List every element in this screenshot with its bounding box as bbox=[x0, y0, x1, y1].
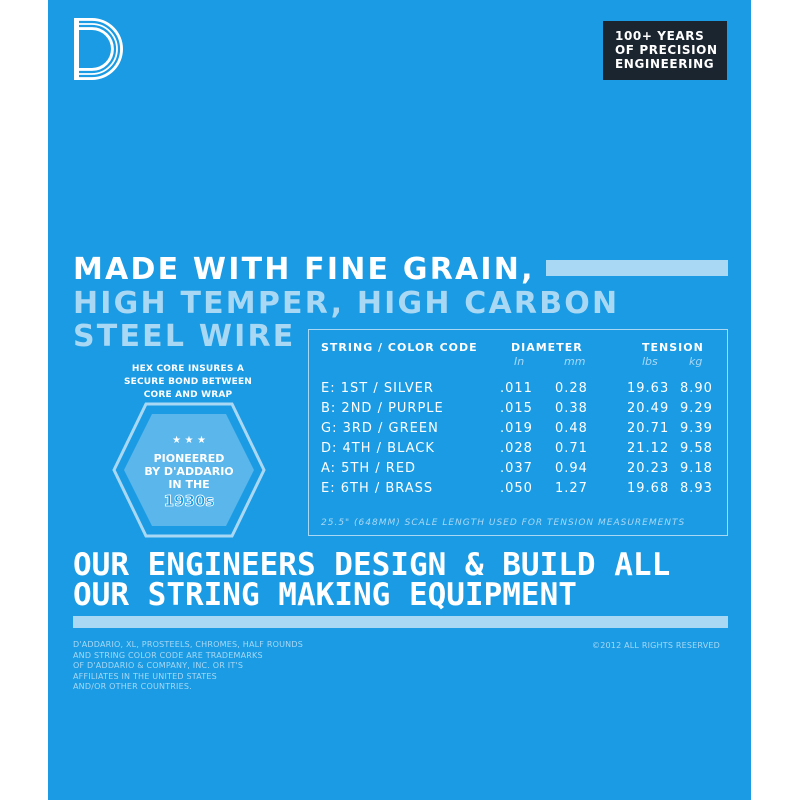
table-row bbox=[309, 421, 727, 441]
string-cell: D: 4TH / BLACK bbox=[321, 441, 435, 456]
tension-lbs-cell: 20.49 bbox=[627, 401, 670, 416]
string-spec-table bbox=[308, 329, 728, 536]
headline-line-1: MADE WITH FINE GRAIN, bbox=[73, 252, 535, 287]
pioneer-line-1: PIONEERED bbox=[153, 452, 225, 465]
string-cell: E: 1ST / SILVER bbox=[321, 381, 434, 396]
string-cell: G: 3RD / GREEN bbox=[321, 421, 439, 436]
diameter-mm-cell: 0.48 bbox=[555, 421, 588, 436]
subheader-mm: mm bbox=[564, 355, 586, 368]
badge-line: OF PRECISION bbox=[615, 43, 718, 57]
diameter-mm-cell: 0.38 bbox=[555, 401, 588, 416]
table-row bbox=[309, 381, 727, 401]
tension-lbs-cell: 19.63 bbox=[627, 381, 670, 396]
headline-line-2: HIGH TEMPER, HIGH CARBON bbox=[73, 286, 620, 321]
table-row bbox=[309, 441, 727, 461]
pioneer-year: 1930s bbox=[163, 492, 215, 510]
diameter-in-cell: .019 bbox=[500, 421, 533, 436]
diameter-in-cell: .015 bbox=[500, 401, 533, 416]
badge-line: ENGINEERING bbox=[615, 57, 715, 71]
years-badge bbox=[603, 21, 727, 80]
tension-kg-cell: 9.18 bbox=[680, 461, 713, 476]
header-string-color-code: STRING / COLOR CODE bbox=[321, 341, 478, 354]
table-row bbox=[309, 461, 727, 481]
tension-lbs-cell: 20.23 bbox=[627, 461, 670, 476]
legal-line: AND STRING COLOR CODE ARE TRADEMARKS bbox=[73, 650, 263, 660]
daddario-d-logo-icon bbox=[74, 18, 126, 80]
legal-line: OF D'ADDARIO & COMPANY, INC. OR IT'S bbox=[73, 661, 244, 670]
tension-kg-cell: 8.93 bbox=[680, 481, 713, 496]
footer-divider-bar bbox=[73, 616, 728, 628]
string-cell: B: 2ND / PURPLE bbox=[321, 401, 444, 416]
pioneer-line-2: BY D'ADDARIO bbox=[144, 465, 234, 478]
trademark-notice bbox=[73, 640, 303, 693]
engineers-line-1: OUR ENGINEERS DESIGN & BUILD ALL bbox=[73, 547, 671, 583]
subheader-in: In bbox=[514, 355, 525, 368]
pioneered-hexagon-badge bbox=[112, 402, 266, 538]
tension-lbs-cell: 19.68 bbox=[627, 481, 670, 496]
hex-core-line: CORE AND WRAP bbox=[143, 390, 233, 400]
tension-kg-cell: 9.29 bbox=[680, 401, 713, 416]
badge-stars: ★ ★ ★ bbox=[172, 435, 206, 446]
hex-core-line: HEX CORE INSURES A bbox=[131, 364, 245, 374]
tension-lbs-cell: 20.71 bbox=[627, 421, 670, 436]
diameter-in-cell: .050 bbox=[500, 481, 533, 496]
legal-line: AND/OR OTHER COUNTRIES. bbox=[73, 682, 192, 691]
tension-kg-cell: 9.39 bbox=[680, 421, 713, 436]
header-tension: TENSION bbox=[642, 341, 704, 354]
subheader-kg: kg bbox=[689, 355, 703, 368]
tension-lbs-cell: 21.12 bbox=[627, 441, 670, 456]
hex-core-caption bbox=[100, 363, 276, 402]
string-cell: A: 5TH / RED bbox=[321, 461, 417, 476]
legal-line: AFFILIATES IN THE UNITED STATES bbox=[73, 671, 217, 681]
hex-core-line: SECURE BOND BETWEEN bbox=[123, 377, 253, 387]
headline-divider-bar bbox=[546, 260, 728, 276]
diameter-mm-cell: 0.94 bbox=[555, 461, 588, 476]
diameter-in-cell: .028 bbox=[500, 441, 533, 456]
headline-line-3: STEEL WIRE bbox=[73, 319, 296, 354]
tension-kg-cell: 8.90 bbox=[680, 381, 713, 396]
legal-line: D'ADDARIO, XL, PROSTEELS, CHROMES, HALF ROUNDS bbox=[73, 640, 303, 649]
engineers-line-2: OUR STRING MAKING EQUIPMENT bbox=[73, 577, 577, 613]
diameter-in-cell: .037 bbox=[500, 461, 533, 476]
tension-kg-cell: 9.58 bbox=[680, 441, 713, 456]
pioneer-line-3: IN THE bbox=[168, 478, 210, 491]
diameter-mm-cell: 0.71 bbox=[555, 441, 588, 456]
header-diameter: DIAMETER bbox=[511, 341, 583, 354]
table-row bbox=[309, 401, 727, 421]
table-row bbox=[309, 481, 727, 501]
scale-length-footnote: 25.5" (648MM) SCALE LENGTH USED FOR TENSION MEASUREMENTS bbox=[321, 518, 686, 528]
diameter-mm-cell: 0.28 bbox=[555, 381, 588, 396]
string-cell: E: 6TH / BRASS bbox=[321, 481, 434, 496]
badge-line: 100+ YEARS bbox=[615, 29, 705, 43]
diameter-in-cell: .011 bbox=[500, 381, 533, 396]
copyright-notice: ©2012 ALL RIGHTS RESERVED bbox=[592, 641, 721, 650]
subheader-lbs: lbs bbox=[642, 355, 658, 368]
diameter-mm-cell: 1.27 bbox=[555, 481, 588, 496]
